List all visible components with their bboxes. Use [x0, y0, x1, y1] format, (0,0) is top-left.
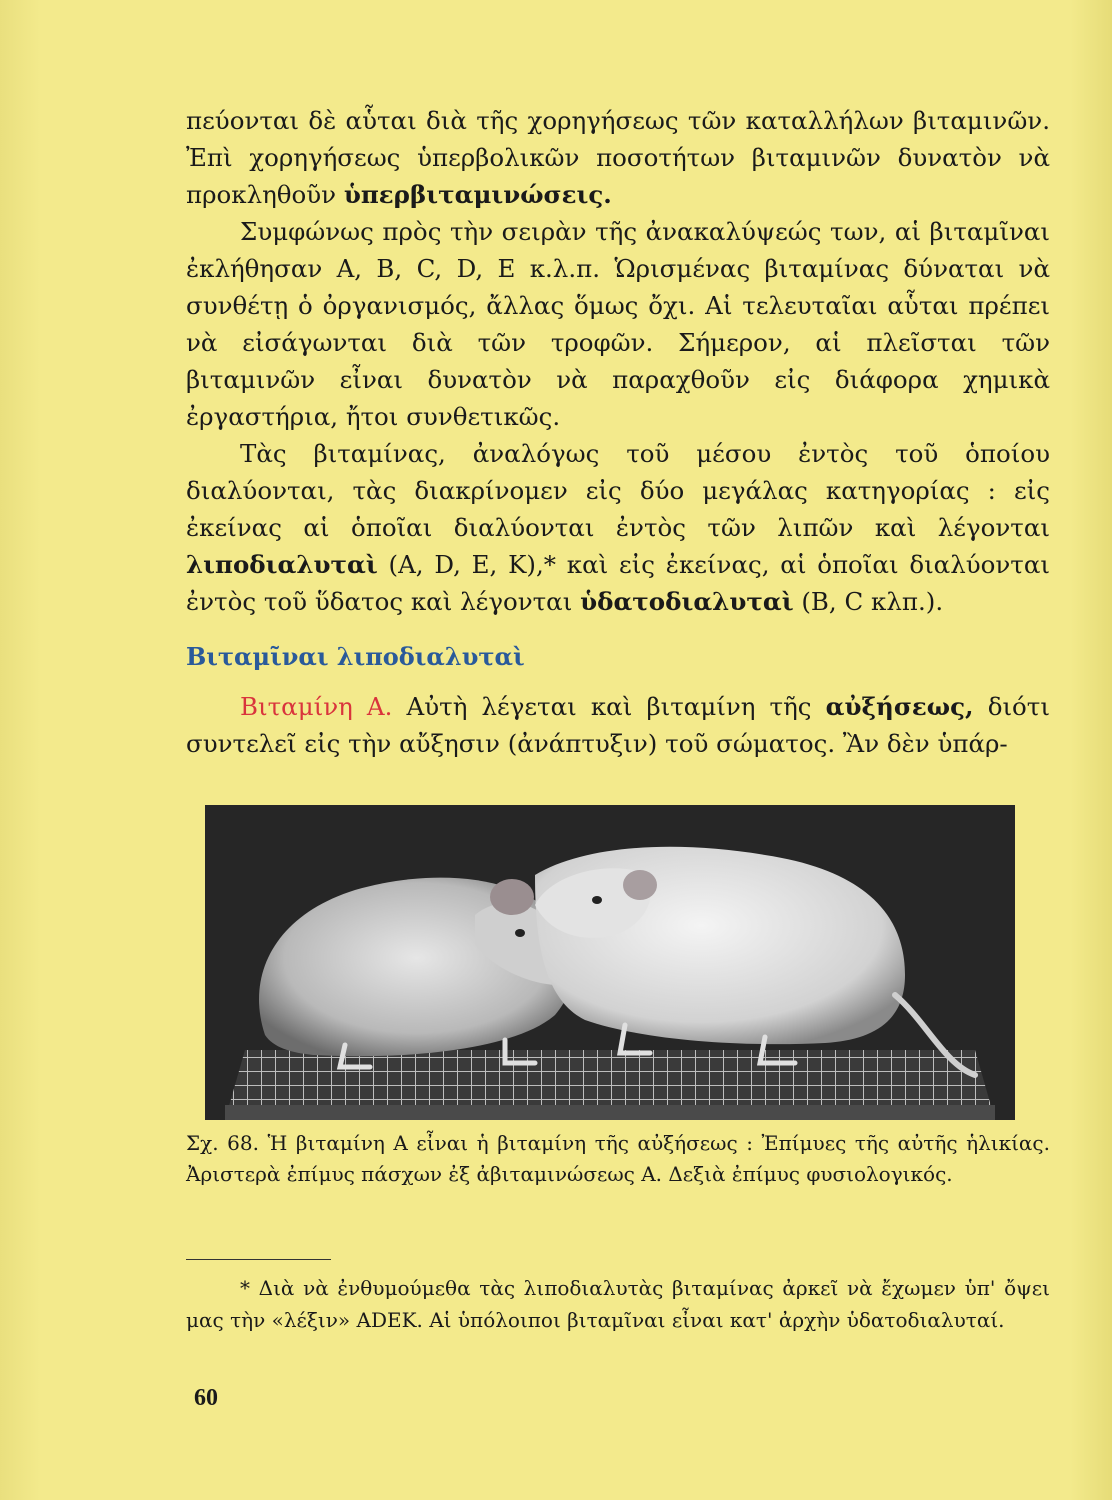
main-text — [186, 102, 1050, 620]
term-water-soluble: ὑδατοδιαλυταὶ — [580, 587, 794, 616]
paragraph-2: Συμφώνως πρὸς τὴν σειρὰν τῆς ἀνακαλύψεώς των, αἱ βιταμῖναι ἐκλήθησαν A, B, C, D, E κ.λ.π. Ὡρισμένας βιταμίνας δύναται νὰ συνθέτῃ ὁ ὀργανισμός, ἄλλας ὅμως ὄχι. Αἱ τελευταῖαι αὗται πρέπει νὰ εἰσάγωνται διὰ τῶν τροφῶν. Σήμερον, αἱ πλεῖσται τῶν βιταμινῶν εἶναι δυνατὸν νὰ παραχθοῦν εἰς διάφορα χημικὰ ἐργαστήρια, ἤτοι συνθετικῶς. — [186, 217, 1050, 431]
left-rat-eye — [515, 929, 525, 937]
vitamin-a-label: Βιταμίνη Α. — [240, 692, 393, 721]
term-fat-soluble: λιποδιαλυταὶ — [186, 550, 378, 579]
right-rat-eye — [592, 896, 602, 904]
paragraph-3-text-b: (A, D, E, K),* καὶ εἰς ἐκείνας, αἱ ὁποῖαι διαλύονται ἐντὸς τοῦ ὕδατος καὶ λέγονται — [186, 550, 1050, 616]
term-hypervitaminosis: ὑπερβιταμινώσεις. — [343, 180, 612, 209]
right-rat-ear — [623, 870, 657, 900]
footnote-divider — [186, 1259, 331, 1260]
figure-caption: Σχ. 68. Ἡ βιταμίνη Α εἶναι ἡ βιταμίνη τῆς αὐξήσεως : Ἐπίμυες τῆς αὐτῆς ἡλικίας. Ἀριστερὰ ἐπίμυς πάσχων ἐξ ἀβιταμινώσεως Α. Δεξιὰ ἐπίμυς φυσιολογικός. — [186, 1131, 1050, 1186]
left-rat-ear — [490, 879, 534, 915]
footnote: * Διὰ νὰ ἐνθυμούμεθα τὰς λιποδιαλυτὰς βιταμίνας ἀρκεῖ νὰ ἔχωμεν ὑπ' ὄψει μας τὴν «λέξιν» ADEK. Αἱ ὑπόλοιποι βιταμῖναι εἶναι κατ' ἀρχὴν ὑδατοδιαλυταί. — [186, 1276, 1050, 1332]
rats-photograph — [205, 805, 1015, 1120]
paragraph-3-text-c: (B, C κλπ.). — [801, 587, 944, 616]
vitamin-a-text-b: διότι συντελεῖ εἰς τὴν αὔξησιν (ἀνάπτυξιν) τοῦ σώματος. Ἂν δὲν ὑπάρ- — [186, 692, 1050, 758]
paragraph-3 — [186, 435, 1050, 620]
paragraph-1-text: πεύονται δὲ αὗται διὰ τῆς χορηγήσεως τῶν καταλλήλων βιταμινῶν. Ἐπὶ χορηγήσεως ὑπερβολικῶν ποσοτήτων βιταμινῶν δυνατὸν νὰ προκληθοῦν — [186, 106, 1050, 209]
vitamin-a-section — [186, 688, 1050, 762]
section-heading: Βιταμῖναι λιποδιαλυταὶ — [186, 642, 525, 671]
rats-illustration — [205, 805, 1015, 1120]
paragraph-3-text-a: Τὰς βιταμίνας, ἀναλόγως τοῦ μέσου ἐντὸς τοῦ ὁποίου διαλύονται, τὰς διακρίνομεν εἰς δύο μεγάλας κατηγορίας : εἰς ἐκείνας αἱ ὁποῖαι διαλύονται ἐντὸς τῶν λιπῶν καὶ λέγονται — [186, 439, 1050, 542]
vitamin-a-text-a: Αὐτὴ λέγεται καὶ βιταμίνη τῆς — [406, 692, 812, 721]
vitamin-a-paragraph — [186, 688, 1050, 762]
page-number: 60 — [194, 1385, 218, 1411]
term-growth: αὐξήσεως, — [825, 692, 974, 721]
paragraph-1 — [186, 102, 1050, 213]
